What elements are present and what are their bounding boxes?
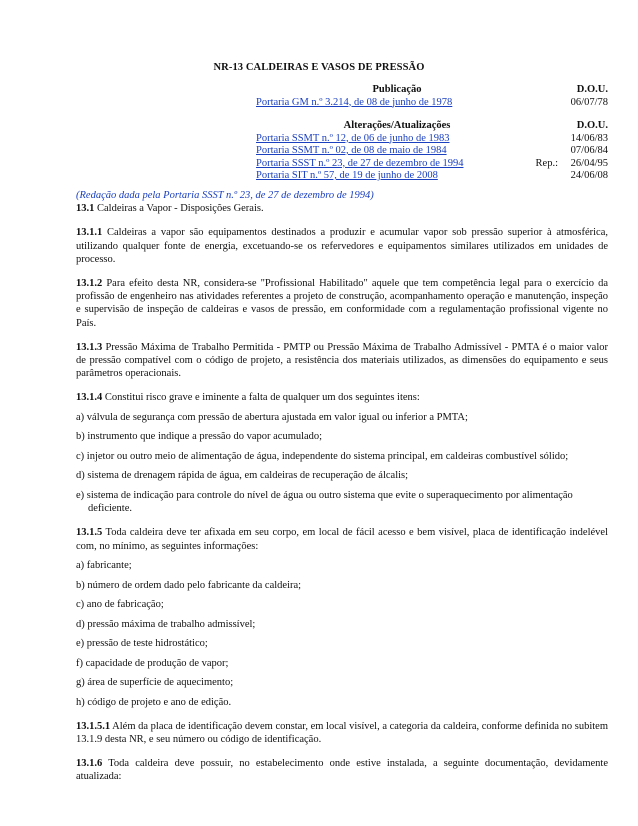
list-item: c) injetor ou outro meio de alimentação de água, independente do sistema principal, em caldeiras combustível sólido; [76, 450, 569, 462]
document-title: NR-13 CALDEIRAS E VASOS DE PRESSÃO [213, 62, 425, 73]
list-item: e) pressão de teste hidrostático; [76, 638, 208, 650]
change-row [256, 133, 608, 146]
section-13-1-6 [76, 757, 608, 783]
list-item: a) válvula de segurança com pressão de abertura ajustada em valor igual ou inferior a PMTA; [76, 411, 468, 423]
change-link[interactable]: Portaria SSMT n.º 12, de 06 de junho de 1983 [256, 132, 450, 144]
change-date: 26/04/95 [570, 157, 608, 169]
publication-link[interactable]: Portaria GM n.º 3.214, de 08 de junho de 1978 [256, 96, 453, 108]
section-13-1 [76, 202, 608, 215]
list-item: b) número de ordem dado pelo fabricante da caldeira; [76, 579, 302, 591]
section-13-1-5 [76, 526, 608, 552]
list-item: d) pressão máxima de trabalho admissível; [76, 618, 256, 630]
change-rep-label: Rep.: [535, 157, 558, 169]
change-link[interactable]: Portaria SSMT n.º 02, de 08 de maio de 1984 [256, 145, 447, 156]
list-item: g) área de superfície de aquecimento; [76, 677, 234, 689]
change-date: 14/06/83 [570, 132, 608, 144]
section-text: Caldeiras a vapor são equipamentos destinados a produzir e acumular vapor sob pressão superior à atmosférica, utilizando qualquer fonte de energia, excetuando-se os refervedores e equipamentos similares utilizados em unidades de processo. [76, 227, 608, 265]
change-date: 07/06/84 [570, 145, 608, 156]
document-body [76, 189, 608, 784]
list-item: d) sistema de drenagem rápida de água, em caldeiras de recuperação de álcalis; [76, 470, 409, 482]
section-number: 13.1.6 [76, 758, 103, 770]
list-item: a) fabricante; [76, 560, 132, 572]
section-text: Pressão Máxima de Trabalho Permitida - PMTP ou Pressão Máxima de Trabalho Admissível - PMTA é o maior valor de pressão compatível com o código de projeto, a resistência dos materiais utilizados, as dimensões do equipamento e seus parâmetros operacionais. [76, 341, 608, 380]
section-text: Constitui risco grave e iminente a falta de qualquer um dos seguintes itens: [102, 392, 420, 404]
redaction-note: (Redação dada pela Portaria SSST n.º 23, de 27 de dezembro de 1994) [76, 190, 374, 201]
section-text: Além da placa de identificação devem constar, em local visível, a categoria da caldeira, conforme definida no subitem 13.1.9 desta NR, e seu número ou código de identificação. [76, 720, 608, 745]
section-number: 13.1.5 [76, 527, 103, 539]
list-item: f) capacidade de produção de vapor; [76, 657, 229, 669]
changes-heading: Alterações/Atualizações [343, 120, 451, 131]
changes-date-heading: D.O.U. [576, 120, 608, 131]
section-number: 13.1.5.1 [76, 720, 111, 732]
publication-heading: Publicação [372, 84, 422, 95]
section-text: Toda caldeira deve possuir, no estabelecimento onde estive instalada, a seguinte documentação, devidamente atualizada: [76, 758, 608, 783]
list-item: h) código de projeto e ano de edição. [76, 696, 232, 708]
change-row [256, 145, 608, 158]
publication-date-heading: D.O.U. [576, 84, 608, 95]
list-item: c) ano de fabricação; [76, 599, 164, 611]
section-text: Caldeiras a Vapor - Disposições Gerais. [94, 203, 264, 215]
section-text: Para efeito desta NR, considera-se "Profissional Habilitado" aquele que tem competência legal para o exercício da profissão de engenheiro nas atividades referentes a projeto de construção, acompanhamento operação e manutenção, inspeção e supervisão de inspeção de caldeiras e vasos de pressão, em conformidade com a regulamentação profissional vigente no País. [76, 278, 608, 329]
publication-table [256, 84, 608, 183]
change-row [256, 170, 608, 183]
section-13-1-1 [76, 226, 608, 266]
section-number: 13.1.3 [76, 341, 103, 353]
list-item: b) instrumento que indique a pressão do vapor acumulado; [76, 431, 323, 443]
section-number: 13.1 [76, 203, 95, 215]
section-number: 13.1.1 [76, 227, 103, 239]
change-link[interactable]: Portaria SSST n.º 23, de 27 de dezembro de 1994 [256, 157, 464, 169]
changes-header-row [256, 120, 608, 133]
section-number: 13.1.2 [76, 278, 103, 290]
change-row [256, 158, 608, 171]
list-item: e) sistema de indicação para controle do nível de água ou outro sistema que evite o superaquecimento por alimentação deficiente. [76, 489, 573, 515]
section-text: Toda caldeira deve ter afixada em seu corpo, em local de fácil acesso e bem visível, placa de identificação indelével com, no mínimo, as seguintes informações: [76, 527, 608, 552]
section-13-1-3 [76, 341, 608, 381]
publication-date: 06/07/78 [570, 96, 608, 108]
change-date: 24/06/08 [570, 170, 608, 181]
section-13-1-4 [76, 391, 608, 404]
change-link[interactable]: Portaria SIT n.º 57, de 19 de junho de 2008 [256, 170, 438, 181]
publication-header-row [256, 84, 608, 97]
section-number: 13.1.4 [76, 392, 103, 404]
section-13-1-2 [76, 277, 608, 330]
section-13-1-5-1 [76, 720, 608, 746]
publication-row [256, 97, 608, 110]
